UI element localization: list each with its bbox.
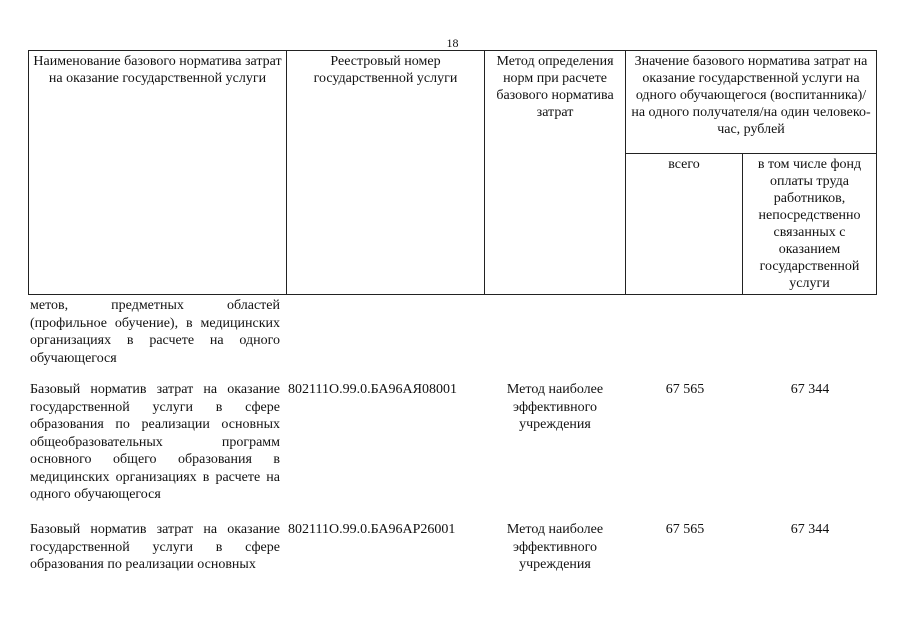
table-row	[30, 381, 890, 506]
header-method: Метод определения норм при расчете базового норматива затрат	[485, 51, 626, 295]
header-total: всего	[626, 154, 743, 295]
row-fund: 67 344	[790, 382, 830, 397]
header-value: Значение базового норматива затрат на оказание государственной услуги на одного обучающегося (воспитанника)/на одного получателя/на один человеко-час, рублей	[626, 51, 877, 154]
row-total: 67 565	[665, 522, 705, 537]
row-registry: 802111О.99.0.БА96АР26001	[288, 522, 456, 537]
row-total: 67 565	[665, 382, 705, 397]
header-fund: в том числе фонд оплаты труда работников, непосредственно связанных с оказанием государственной услуги	[743, 154, 877, 295]
row-method: Метод наиболее эффективного учреждения	[506, 382, 604, 432]
header-name: Наименование базового норматива затрат на оказание государственной услуги	[29, 51, 287, 295]
row-name: Базовый норматив затрат на оказание государственной услуги в сфере образования по реализации основных общеобразовательных программ основного общего образования в медицинских организациях в расчете на одного обучающегося	[30, 382, 280, 502]
page-number: 18	[446, 36, 459, 50]
row-method: Метод наиболее эффективного учреждения	[506, 522, 604, 572]
continuation-text: метов, предметных областей (профильное обучение), в медицинских организациях в расчете на одного обучающегося	[30, 298, 280, 366]
row-name: Базовый норматив затрат на оказание государственной услуги в сфере образования по реализации основных	[30, 522, 280, 572]
row-registry: 802111О.99.0.БА96АЯ08001	[288, 382, 457, 397]
table-header	[28, 50, 877, 295]
row-fund: 67 344	[790, 522, 830, 537]
table-row	[30, 521, 890, 581]
header-registry: Реестровый номер государственной услуги	[287, 51, 485, 295]
